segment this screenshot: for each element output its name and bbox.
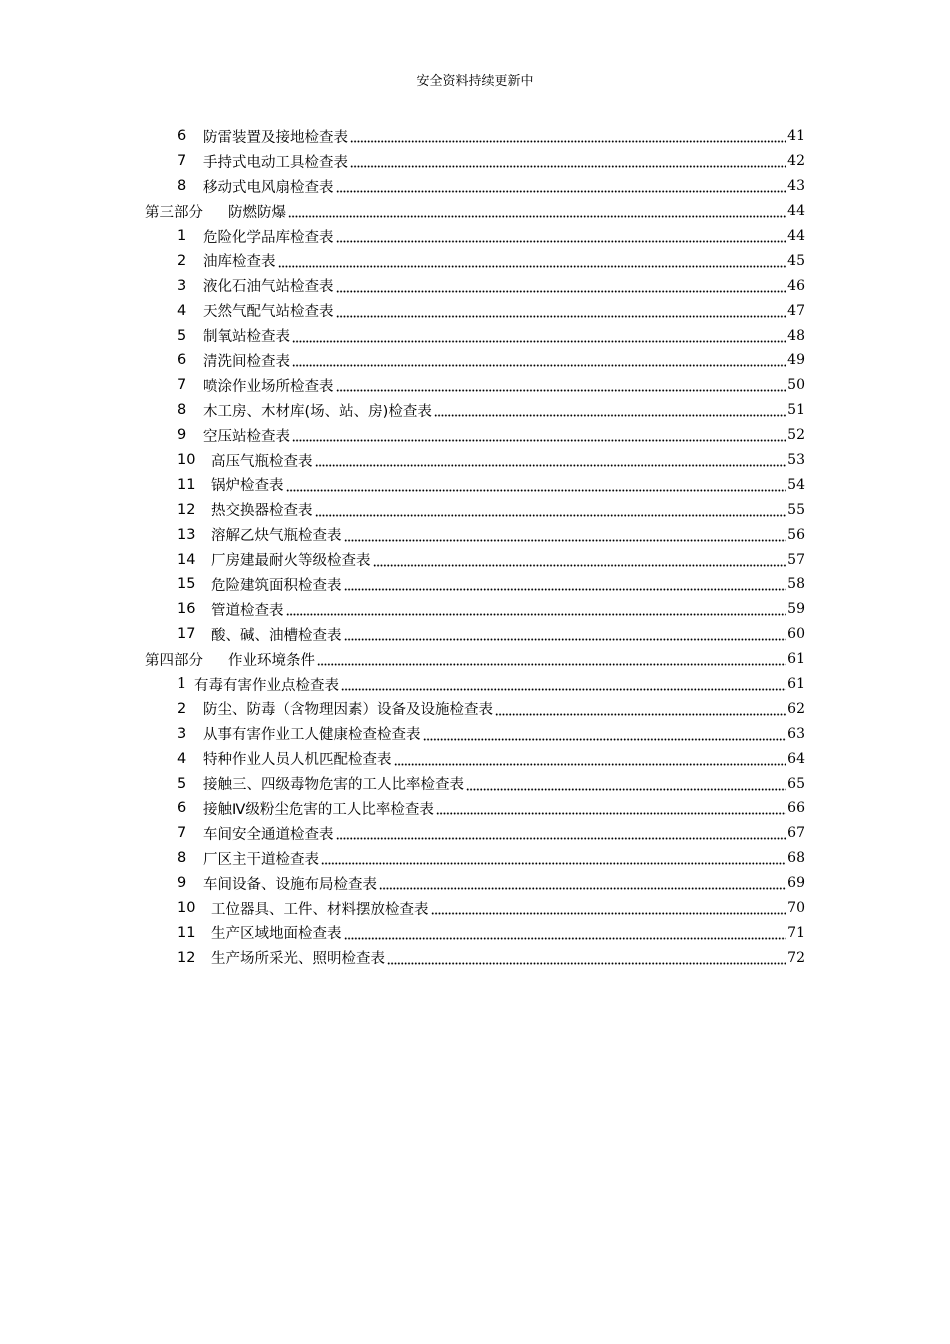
toc-leader-dots bbox=[434, 400, 786, 420]
toc-leader-dots bbox=[288, 201, 786, 221]
toc-entry[interactable] bbox=[0, 248, 950, 273]
toc-entry-number: 2 bbox=[177, 252, 187, 269]
toc-entry-title: 酸、碱、油槽检查表 bbox=[211, 627, 342, 644]
toc-entry[interactable] bbox=[0, 896, 950, 921]
toc-entry-number: 10 bbox=[177, 452, 196, 469]
toc-entry[interactable] bbox=[0, 522, 950, 547]
toc-entry-title: 管道检查表 bbox=[211, 602, 284, 619]
toc-entry-page: 60 bbox=[787, 626, 805, 643]
toc-entry-page: 47 bbox=[787, 302, 805, 319]
toc-entry[interactable] bbox=[0, 423, 950, 448]
toc-entry[interactable] bbox=[0, 149, 950, 174]
toc-entry[interactable] bbox=[0, 945, 950, 970]
toc-entry-title: 溶解乙炔气瓶检查表 bbox=[211, 528, 342, 545]
toc-leader-dots bbox=[278, 251, 787, 271]
toc-leader-dots bbox=[341, 674, 786, 694]
toc-entry-page: 52 bbox=[787, 427, 805, 444]
toc-leader-dots bbox=[336, 226, 787, 246]
toc-entry-number: 5 bbox=[177, 775, 187, 792]
toc-entry-title: 锅炉检查表 bbox=[211, 478, 284, 495]
toc-entry-page: 68 bbox=[787, 850, 805, 867]
toc-entry-title: 从事有害作业工人健康检查检查表 bbox=[203, 727, 421, 744]
toc-entry-number: 6 bbox=[177, 800, 187, 817]
toc-leader-dots bbox=[436, 798, 786, 818]
toc-leader-dots bbox=[495, 699, 786, 719]
toc-entry[interactable] bbox=[0, 672, 950, 697]
toc-entry[interactable] bbox=[0, 323, 950, 348]
toc-entry-title: 厂房建最耐火等级检查表 bbox=[211, 553, 371, 570]
toc-entry-page: 41 bbox=[787, 128, 805, 145]
toc-entry-number: 11 bbox=[177, 476, 196, 493]
toc-entry-page: 43 bbox=[787, 178, 805, 195]
toc-entry-number: 17 bbox=[177, 626, 196, 643]
toc-entry-page: 44 bbox=[787, 203, 805, 220]
toc-entry-title: 厂区主干道检查表 bbox=[203, 851, 319, 868]
toc-entry-number: 9 bbox=[177, 875, 187, 892]
toc-entry-page: 70 bbox=[787, 900, 805, 917]
toc-entry-title: 防雷装置及接地检查表 bbox=[203, 129, 348, 146]
toc-entry-title: 天然气配气站检查表 bbox=[203, 304, 334, 321]
toc-leader-dots bbox=[394, 749, 787, 769]
toc-entry-title: 有毒有害作业点检查表 bbox=[194, 677, 339, 694]
toc-entry[interactable] bbox=[0, 348, 950, 373]
toc-leader-dots bbox=[317, 649, 786, 669]
toc-entry-title: 作业环境条件 bbox=[228, 652, 315, 669]
toc-leader-dots bbox=[466, 774, 786, 794]
toc-entry-page: 64 bbox=[787, 750, 805, 767]
toc-entry-number: 4 bbox=[177, 302, 187, 319]
toc-entry-page: 59 bbox=[787, 601, 805, 618]
toc-leader-dots bbox=[344, 574, 787, 594]
toc-entry[interactable] bbox=[0, 224, 950, 249]
toc-entry[interactable] bbox=[0, 472, 950, 497]
toc-entry[interactable] bbox=[0, 572, 950, 597]
toc-leader-dots bbox=[350, 151, 786, 171]
toc-entry[interactable] bbox=[0, 547, 950, 572]
toc-entry-number: 1 bbox=[177, 676, 187, 693]
toc-entry-page: 65 bbox=[787, 775, 805, 792]
toc-leader-dots bbox=[350, 126, 786, 146]
toc-entry[interactable] bbox=[0, 721, 950, 746]
toc-entry-title: 清洗间检查表 bbox=[203, 353, 290, 370]
toc-entry-number: 13 bbox=[177, 526, 196, 543]
toc-entry-number: 12 bbox=[177, 949, 196, 966]
toc-entry-page: 54 bbox=[787, 476, 805, 493]
toc-entry-page: 72 bbox=[787, 949, 805, 966]
toc-leader-dots bbox=[336, 375, 787, 395]
toc-entry-number: 7 bbox=[177, 153, 187, 170]
toc-entry-page: 49 bbox=[787, 352, 805, 369]
toc-entry-number: 14 bbox=[177, 551, 196, 568]
toc-entry[interactable] bbox=[0, 497, 950, 522]
toc-leader-dots bbox=[423, 724, 787, 744]
toc-entry-title: 危险化学品库检查表 bbox=[203, 229, 334, 246]
toc-entry[interactable] bbox=[0, 921, 950, 946]
toc-entry-page: 61 bbox=[787, 651, 805, 668]
toc-entry-title: 生产区域地面检查表 bbox=[211, 926, 342, 943]
toc-entry-title: 工位器具、工件、材料摆放检查表 bbox=[211, 901, 429, 918]
toc-entry-title: 油库检查表 bbox=[203, 254, 276, 271]
toc-leader-dots bbox=[431, 898, 787, 918]
toc-entry-title: 喷涂作业场所检查表 bbox=[203, 378, 334, 395]
toc-leader-dots bbox=[336, 823, 787, 843]
toc-leader-dots bbox=[286, 599, 787, 619]
toc-entry-number: 11 bbox=[177, 924, 196, 941]
toc-leader-dots bbox=[379, 873, 786, 893]
toc-entry[interactable] bbox=[0, 647, 950, 672]
toc-entry-title: 生产场所采光、照明检查表 bbox=[211, 951, 385, 968]
toc-entry-page: 48 bbox=[787, 327, 805, 344]
toc-entry[interactable] bbox=[0, 174, 950, 199]
toc-entry-number: 8 bbox=[177, 178, 187, 195]
toc-entry-page: 46 bbox=[787, 277, 805, 294]
toc-entry-page: 66 bbox=[787, 800, 805, 817]
toc-entry-page: 55 bbox=[787, 501, 805, 518]
toc-leader-dots bbox=[373, 550, 787, 570]
toc-leader-dots bbox=[292, 350, 786, 370]
toc-entry[interactable] bbox=[0, 821, 950, 846]
page-header: 安全资料持续更新中 bbox=[416, 74, 534, 89]
toc-entry[interactable] bbox=[0, 273, 950, 298]
toc-entry[interactable] bbox=[0, 124, 950, 149]
toc-leader-dots bbox=[336, 176, 787, 196]
toc-entry-title: 液化石油气站检查表 bbox=[203, 279, 334, 296]
toc-leader-dots bbox=[292, 326, 786, 346]
toc-entry[interactable] bbox=[0, 771, 950, 796]
toc-entry-number: 2 bbox=[177, 700, 187, 717]
toc-entry-title: 移动式电风扇检查表 bbox=[203, 179, 334, 196]
toc-entry-page: 42 bbox=[787, 153, 805, 170]
toc-entry-title: 制氧站检查表 bbox=[203, 329, 290, 346]
toc-entry-number: 第三部分 bbox=[145, 204, 203, 221]
toc-entry-title: 防尘、防毒（含物理因素）设备及设施检查表 bbox=[203, 702, 493, 719]
toc-entry-number: 4 bbox=[177, 750, 187, 767]
toc-entry[interactable] bbox=[0, 846, 950, 871]
toc-leader-dots bbox=[344, 923, 787, 943]
toc-entry-title: 防燃防爆 bbox=[228, 204, 286, 221]
toc-entry-page: 53 bbox=[787, 452, 805, 469]
toc-leader-dots bbox=[315, 500, 787, 520]
toc-entry-page: 57 bbox=[787, 551, 805, 568]
toc-entry-title: 危险建筑面积检查表 bbox=[211, 577, 342, 594]
toc-entry-page: 62 bbox=[787, 700, 805, 717]
toc-entry-page: 56 bbox=[787, 526, 805, 543]
toc-entry-title: 木工房、木材库(场、站、房)检查表 bbox=[203, 403, 432, 420]
toc-entry[interactable] bbox=[0, 597, 950, 622]
toc-entry-number: 6 bbox=[177, 352, 187, 369]
toc-leader-dots bbox=[286, 475, 787, 495]
toc-entry-number: 15 bbox=[177, 576, 196, 593]
toc-entry[interactable] bbox=[0, 373, 950, 398]
toc-entry-title: 手持式电动工具检查表 bbox=[203, 154, 348, 171]
toc-entry-number: 8 bbox=[177, 402, 187, 419]
toc-entry-number: 8 bbox=[177, 850, 187, 867]
toc-entry-number: 9 bbox=[177, 427, 187, 444]
toc-entry-number: 1 bbox=[177, 228, 187, 244]
toc-entry[interactable] bbox=[0, 696, 950, 721]
toc-entry-number: 10 bbox=[177, 900, 196, 917]
toc-entry-number: 3 bbox=[177, 277, 187, 294]
toc-entry-title: 车间设备、设施布局检查表 bbox=[203, 876, 377, 893]
toc-leader-dots bbox=[336, 301, 787, 321]
toc-leader-dots bbox=[336, 276, 787, 296]
toc-entry-title: 接触三、四级毒物危害的工人比率检查表 bbox=[203, 777, 464, 794]
toc-entry-page: 44 bbox=[787, 228, 805, 244]
toc-entry[interactable] bbox=[0, 796, 950, 821]
toc-entry-title: 特种作业人员人机匹配检查表 bbox=[203, 752, 392, 769]
toc-entry-number: 12 bbox=[177, 501, 196, 518]
toc-entry-title: 空压站检查表 bbox=[203, 428, 290, 445]
toc-entry-title: 接触Ⅳ级粉尘危害的工人比率检查表 bbox=[203, 801, 434, 818]
toc-entry[interactable] bbox=[0, 871, 950, 896]
toc-entry-title: 车间安全通道检查表 bbox=[203, 826, 334, 843]
toc-entry[interactable] bbox=[0, 448, 950, 473]
toc-entry[interactable] bbox=[0, 622, 950, 647]
toc-entry-page: 45 bbox=[787, 252, 805, 269]
toc-entry[interactable] bbox=[0, 199, 950, 224]
toc-entry-page: 67 bbox=[787, 825, 805, 842]
toc-entry-page: 69 bbox=[787, 875, 805, 892]
toc-entry-page: 63 bbox=[787, 725, 805, 742]
toc-entry-number: 6 bbox=[177, 128, 187, 145]
toc-entry[interactable] bbox=[0, 398, 950, 423]
table-of-contents bbox=[0, 124, 950, 970]
toc-entry-page: 58 bbox=[787, 576, 805, 593]
toc-entry[interactable] bbox=[0, 298, 950, 323]
toc-entry-page: 71 bbox=[787, 924, 805, 941]
toc-entry-page: 51 bbox=[787, 402, 805, 419]
toc-leader-dots bbox=[292, 425, 786, 445]
toc-entry-number: 第四部分 bbox=[145, 652, 203, 669]
toc-entry-title: 高压气瓶检查表 bbox=[211, 453, 313, 470]
toc-entry-page: 50 bbox=[787, 377, 805, 394]
toc-leader-dots bbox=[387, 948, 786, 968]
toc-entry-number: 7 bbox=[177, 377, 187, 394]
toc-leader-dots bbox=[315, 450, 787, 470]
toc-entry-number: 5 bbox=[177, 327, 187, 344]
toc-leader-dots bbox=[321, 848, 786, 868]
toc-entry-page: 61 bbox=[787, 676, 805, 693]
toc-entry[interactable] bbox=[0, 746, 950, 771]
toc-leader-dots bbox=[344, 624, 787, 644]
toc-entry-title: 热交换器检查表 bbox=[211, 503, 313, 520]
toc-leader-dots bbox=[344, 525, 787, 545]
toc-entry-number: 16 bbox=[177, 601, 196, 618]
toc-entry-number: 7 bbox=[177, 825, 187, 842]
toc-entry-number: 3 bbox=[177, 725, 187, 742]
